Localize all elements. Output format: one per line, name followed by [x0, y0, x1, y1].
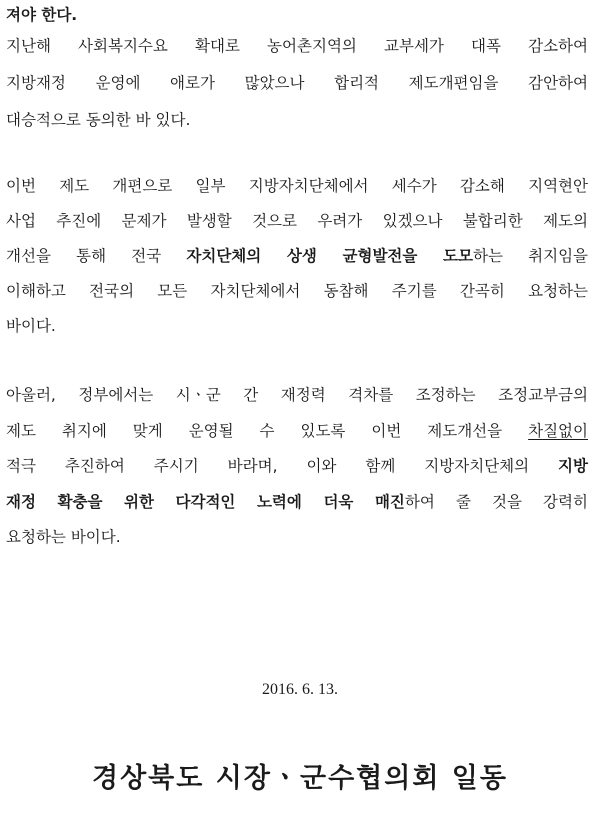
paragraph-2-line: 이번 제도 개편으로 일부 지방자치단체에서 세수가 감소해 지역현안 [6, 177, 588, 195]
paragraph-1-line: 지난해 사회복지수요 확대로 농어촌지역의 교부세가 대폭 감소하여 [6, 37, 588, 55]
paragraph-2-bold-text: 자치단체의 상생 균형발전을 도모 [186, 247, 473, 265]
paragraph-3-line: 요청하는 바이다. [6, 528, 121, 546]
paragraph-3-line: 아울러, 정부에서는 시ㆍ군 간 재정력 격차를 조정하는 조정교부금의 [6, 386, 588, 404]
paragraph-3-text: 적극 추진하여 주시기 바라며, 이와 함께 지방자치단체의 [6, 457, 559, 475]
paragraph-3-line [6, 492, 588, 512]
paragraph-1-line: 대승적으로 동의한 바 있다. [6, 111, 191, 129]
paragraph-1-line: 지방재정 운영에 애로가 많았으나 합리적 제도개편임을 감안하여 [6, 74, 588, 92]
paragraph-2-line [6, 246, 588, 266]
paragraph-2-line: 바이다. [6, 317, 56, 335]
signature-line: 경상북도 시장ㆍ군수협의회 일동 [92, 763, 508, 794]
paragraph-2-line: 사업 추진에 문제가 발생할 것으로 우려가 있겠으나 불합리한 제도의 [6, 212, 588, 230]
paragraph-2-text: 하는 취지임을 [473, 247, 589, 265]
paragraph-3-line [6, 421, 588, 441]
paragraph-2-line: 이해하고 전국의 모든 자치단체에서 동참해 주기를 간곡히 요청하는 [6, 282, 588, 300]
paragraph-3-text: 제도 취지에 맞게 운영될 수 있도록 이번 제도개선을 [6, 422, 529, 440]
paragraph-3-bold-text: 지방 [558, 457, 588, 475]
paragraph-3-text: 하여 줄 것을 강력히 [404, 493, 588, 511]
paragraph-3-line [6, 456, 588, 476]
paragraph-0-line: 져야 한다. [6, 6, 78, 24]
paragraph-2-text: 개선을 통해 전국 [6, 247, 187, 265]
document-date: 2016. 6. 13. [262, 681, 338, 698]
paragraph-3-bold-text: 재정 확충을 위한 다각적인 노력에 더욱 매진 [6, 493, 405, 511]
paragraph-3-underlined-text: 차질없이 [528, 422, 588, 440]
